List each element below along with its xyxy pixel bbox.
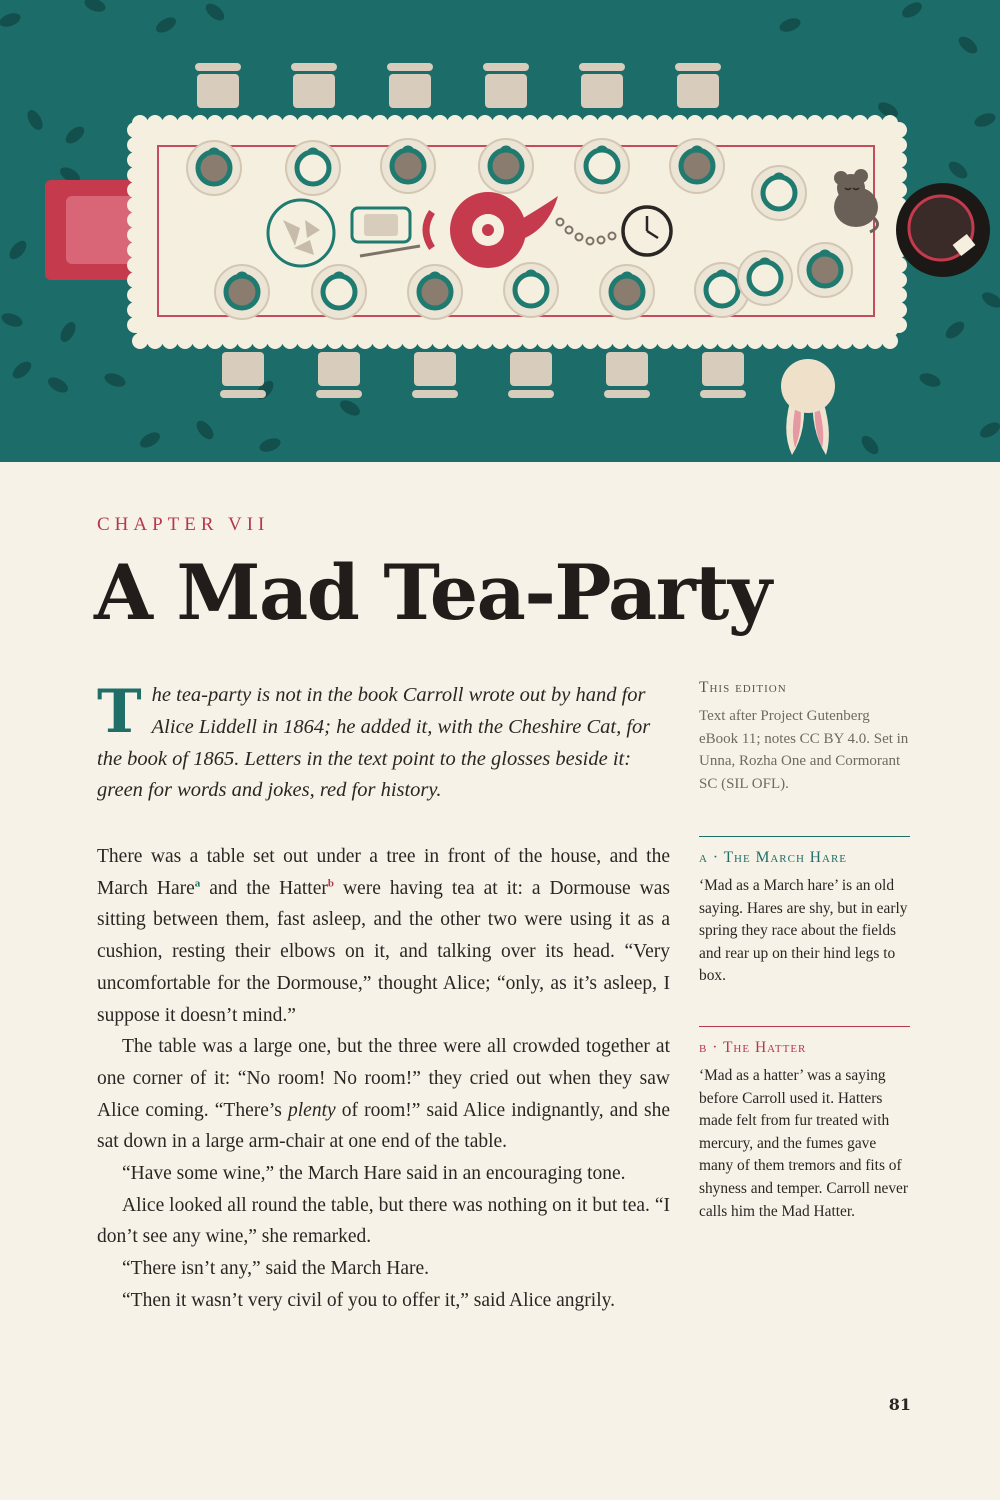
teacup [312,265,366,319]
teacup [187,141,241,195]
chair [579,63,625,108]
chair [675,63,721,108]
chair [412,352,458,398]
teacup [752,166,806,220]
edition-note [699,679,910,795]
chair [291,63,337,108]
chair [483,63,529,108]
teacup [600,265,654,319]
teacup [479,139,533,193]
note-ref-a[interactable]: a [194,877,201,890]
gloss-b [699,1026,910,1223]
intro-paragraph [97,677,672,807]
chair [604,352,650,398]
chair [195,63,241,108]
gloss-a-text: ‘Mad as a March hare’ is an old saying. Hares are shy, but in early spring they race about the fields and rear up on their hind legs to box. [699,877,908,985]
page-number: 81 [888,1395,911,1414]
drop-cap: T [97,677,142,747]
gloss-b-heading: b · The Hatter [699,1039,807,1056]
teacup [670,139,724,193]
gloss-a [699,836,910,988]
paragraph-5: “There isn’t any,” said the March Hare. [122,1258,429,1280]
plate-with-cake [268,200,334,266]
chair [316,352,362,398]
chapter-title: A Mad Tea-Party [94,548,771,637]
teacup [798,243,852,297]
paragraph-3: “Have some wine,” the March Hare said in an encouraging tone. [122,1163,626,1185]
edition-text: Text after Project Gutenberg eBook 11; notes CC BY 4.0. Set in Unna, Rozha One and Cormorant SC (SIL OFL). [699,708,909,792]
teacup [286,141,340,195]
tea-party-illustration [0,0,1000,462]
gloss-a-heading: a · The March Hare [699,849,847,866]
edition-heading: This edition [699,679,787,696]
paragraph-1: There was a table set out under a tree in front of the house, and the March Hare$^a$ and the Hatter$^b$ were having tea at it: a Dormouse was sitting between them, fast asleep, and the other two were using it as a cushion, resting their elbows on it, and talking over its head. “Very uncomfortable for the Dormouse,” thought Alice; “only, as it’s asleep, I suppose it doesn’t mind.” [97,846,671,1026]
intro-text: he tea-party is not in the book Carroll wrote out by hand for Alice Liddell in 1864; he added it, with the Cheshire Cat, for the book of 1865. Letters in the text point to the glosses beside it: green for words and jokes, red for history. [97,684,651,802]
teacup [408,265,462,319]
teacup [738,251,792,305]
gloss-b-text: ‘Mad as a hatter’ was a saying before Carroll used it. Hatters made felt from fur treated with mercury, and the fumes gave many of them tremors and fits of shyness and temper. Carroll never calls him the Mad Hatter. [699,1067,908,1220]
chapter-number: CHAPTER VII [97,514,270,535]
paragraph-2: The table was a large one, but the three were all crowded together at one corner of it: “No room! No room!” they cried out when they saw Alice coming. “There’s plenty of room!” said Alice indignantly, and she sat down in a large arm-chair at one end of the table. [97,1036,670,1153]
chair [387,63,433,108]
note-ref-b[interactable]: b [327,877,334,890]
cup-of-tea [896,183,990,277]
chair [220,352,266,398]
teacup [504,263,558,317]
paragraph-6: “Then it wasn’t very civil of you to offer it,” said Alice angrily. [122,1289,615,1311]
pocket-watch [623,207,671,255]
paragraph-4: Alice looked all round the table, but there was nothing on it but tea. “I don’t see any wine,” she remarked. [97,1194,670,1248]
chair [508,352,554,398]
chapter-body [97,841,670,1317]
chair [700,352,746,398]
teacup [381,139,435,193]
teacup [575,139,629,193]
teacup [215,265,269,319]
